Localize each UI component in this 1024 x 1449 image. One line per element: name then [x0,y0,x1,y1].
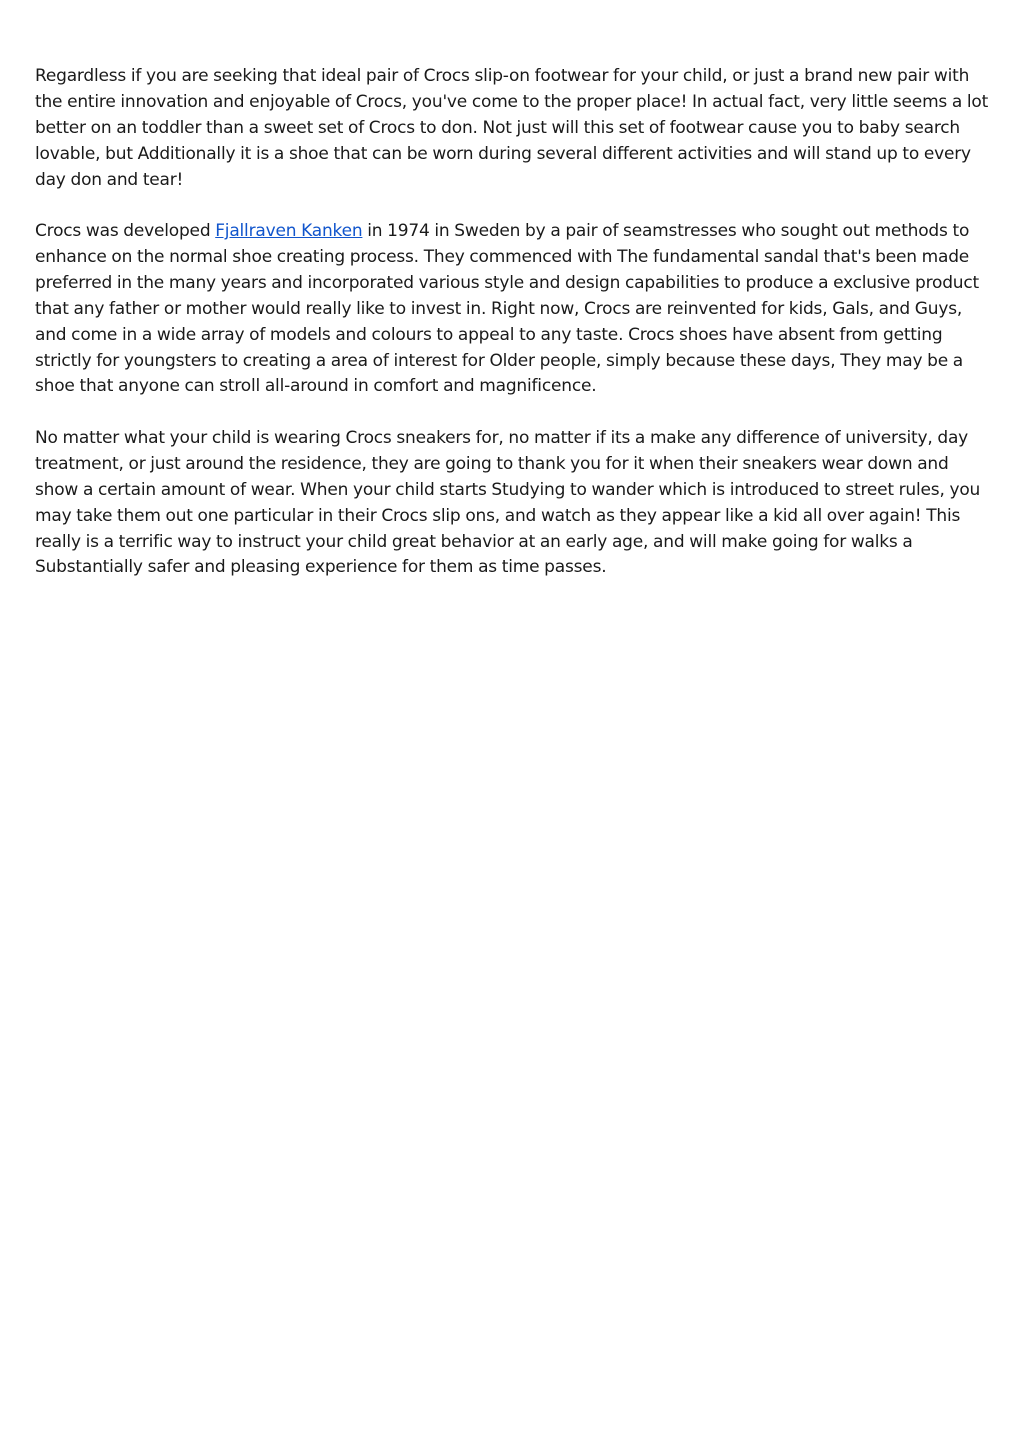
paragraph-1: Regardless if you are seeking that ideal pair of Crocs slip-on footwear for your child, or just a brand new pair with the entire innovation and enjoyable of Crocs, you've come to the proper place! In actual fact, very little seems a lot better on an toddler than a sweet set of Crocs to don. Not just will this set of footwear cause you to baby search lovable, but Additionally it is a shoe that can be worn during several different activities and will stand up to every day don and tear! [35,66,989,190]
paragraph-2-text-end: in 1974 in Sweden by a pair of seamstresses who sought out methods to enhance on the normal shoe creating process. They commenced with The fundamental sandal that's been made preferred in the many years and incorporated various style and design capabilities to produce a exclusive product that any father or mother would really like to invest in. Right now, Crocs are reinvented for kids, Gals, and Guys, and come in a wide array of models and colours to appeal to any taste. Crocs shoes have absent from getting strictly for youngsters to creating a area of interest for Older people, simply because these days, They may be a shoe that anyone can stroll all-around in comfort and magnificence. [35,221,979,397]
fjallraven-kanken-link[interactable]: Fjallraven Kanken [215,221,363,242]
paragraph-3: No matter what your child is wearing Crocs sneakers for, no matter if its a make any difference of university, day treatment, or just around the residence, they are going to thank you for it when their sneakers wear down and show a certain amount of wear. When your child starts Studying to wander which is introduced to street rules, you may take them out one particular in their Crocs slip ons, and watch as they appear like a kid all over again! This really is a terrific way to instruct your child great behavior at an early age, and will make going for walks a Substantially safer and pleasing experience for them as time passes. [35,427,981,578]
document-body [35,64,995,607]
paragraph-2 [35,219,995,400]
paragraph-2-text-start: Crocs was developed [35,221,216,242]
